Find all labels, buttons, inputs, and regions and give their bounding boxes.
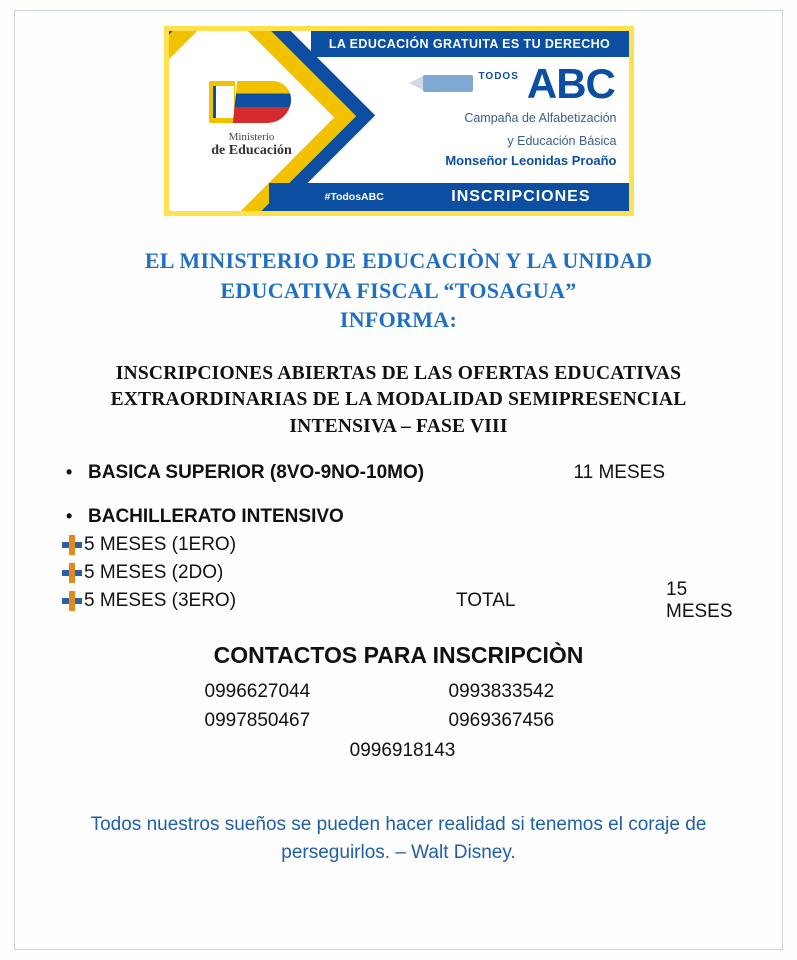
sub-heading [40,361,757,440]
abc-label: ABC [526,60,615,107]
banner-hashtag: #TodosABC [324,191,384,203]
quote-block [40,811,757,866]
banner-inscripciones-label: INSCRIPCIONES [451,188,591,205]
offer-sub-item-3ero [66,579,757,622]
offer-months-basica-superior: 11 MESES [573,462,665,483]
offer-item-basica-superior [66,462,757,484]
book-icon [209,81,235,123]
offer-total-label: TOTAL [456,590,516,611]
contact-phone-5[interactable]: 0996918143 [349,739,456,761]
quote-line1: Todos nuestros sueños se pueden hacer realidad si tenemos el coraje de [90,814,707,836]
offer-sub-item-2do [66,562,757,584]
todos-label: TODOS [478,71,519,82]
campaign-line3: Monseñor Leonidas Proaño [445,153,617,169]
main-heading-line1: EL MINISTERIO DE EDUCACIÒN Y LA UNIDAD [144,248,653,273]
ministry-logo [193,81,311,158]
banner-slogan: LA EDUCACIÓN GRATUITA ES TU DERECHO [311,31,629,57]
main-heading [40,246,757,335]
flag-band-icon [232,81,292,123]
sub-heading-line2: EXTRAORDINARIAS DE LA MODALIDAD SEMIPRESENCIAL [110,389,687,411]
offer-sub-label-1ero: 5 MESES (1ERO) [84,534,237,555]
contacts-row-1 [40,677,757,706]
contacts-row-2 [40,706,757,735]
sub-heading-line1: INSCRIPCIONES ABIERTAS DE LAS OFERTAS EDUCATIVAS [115,363,682,385]
banner-right-block [409,60,623,169]
pencil-body-icon [423,75,473,92]
ministry-logo-line1: Ministerio [228,131,275,143]
offers-list [40,462,757,622]
sub-heading-line3: INTENSIVA – FASE VIII [289,415,508,437]
banner-wrapper [40,26,757,216]
contacts-title: CONTACTOS PARA INSCRIPCIÒN [213,642,584,668]
campaign-banner [164,26,634,216]
offer-sub-label-3ero: 5 MESES (3ERO) [84,590,237,611]
pencil-icon [409,69,473,99]
campaign-line1: Campaña de Alfabetización [464,110,617,125]
ministry-flag-icon [209,81,295,125]
offer-sub-item-1ero [66,534,757,556]
cross-bullet-icon [62,563,82,583]
offers-spacer [66,484,757,506]
contact-phone-3[interactable]: 0997850467 [204,710,311,732]
banner-background [169,31,629,211]
ministry-logo-line2: de Educación [211,143,292,159]
campaign-line2: y Educación Básica [507,134,617,149]
offer-item-bachillerato [66,506,757,528]
bullet-icon: • [66,462,73,482]
contacts-list [40,677,757,765]
offer-total-months: 15 MESES [666,579,733,622]
contact-phone-1[interactable]: 0996627044 [204,681,311,702]
contact-phone-4[interactable]: 0969367456 [448,710,555,732]
bullet-icon: • [66,506,73,526]
cross-bullet-icon [62,591,82,611]
offer-label-bachillerato: BACHILLERATO INTENSIVO [88,506,344,527]
main-heading-line3: INFORMA: [339,307,458,333]
banner-bottom-bar [269,183,629,211]
offer-label-basica-superior: BASICA SUPERIOR (8VO-9NO-10MO) [88,462,425,483]
main-heading-line2: EDUCATIVA FISCAL “TOSAGUA” [220,277,577,303]
cross-bullet-icon [62,535,82,555]
contact-phone-2[interactable]: 0993833542 [448,681,555,702]
quote-line2: perseguirlos. – Walt Disney. [281,841,516,863]
offer-sub-label-2do: 5 MESES (2DO) [84,562,224,583]
abc-logo-row [409,60,623,107]
